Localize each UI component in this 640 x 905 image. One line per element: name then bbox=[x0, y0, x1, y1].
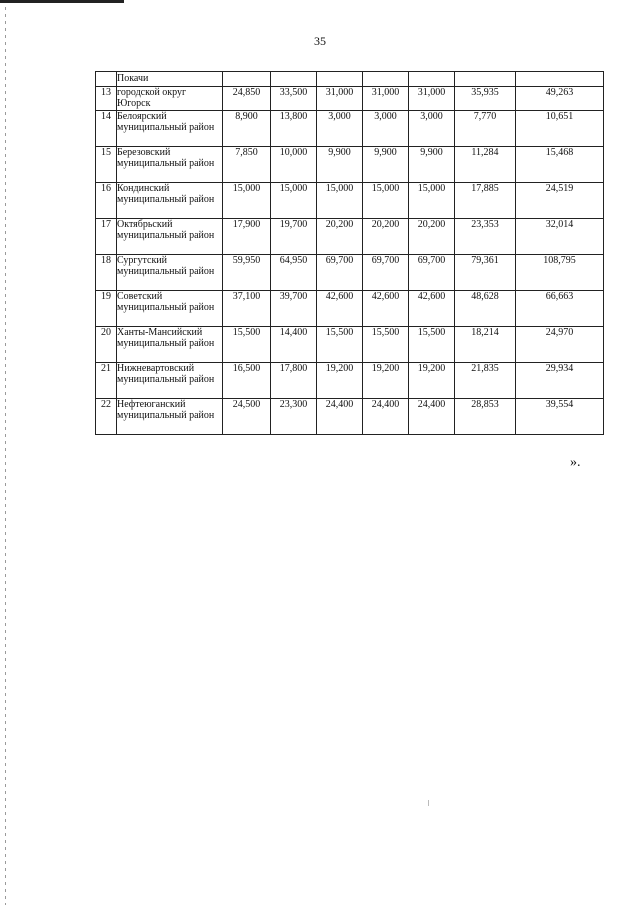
table-cell-district-name: Нижневартовский муниципальный район bbox=[117, 363, 223, 399]
table-cell-district-name: Нефтеюганский муниципальный район bbox=[117, 399, 223, 435]
table-cell-value: 15,468 bbox=[516, 147, 604, 183]
table-cell-value: 19,200 bbox=[317, 363, 363, 399]
table-cell-value: 20,200 bbox=[317, 219, 363, 255]
table-cell-value: 24,519 bbox=[516, 183, 604, 219]
table-cell-value: 15,000 bbox=[223, 183, 271, 219]
table-cell-value: 3,000 bbox=[363, 111, 409, 147]
table-cell-value: 3,000 bbox=[409, 111, 455, 147]
table-cell-value: 19,200 bbox=[409, 363, 455, 399]
table-cell-value: 24,850 bbox=[223, 87, 271, 111]
table-cell-value: 79,361 bbox=[455, 255, 516, 291]
table-row bbox=[96, 399, 604, 435]
table-cell-value: 23,300 bbox=[271, 399, 317, 435]
table-row bbox=[96, 327, 604, 363]
table-cell-value: 15,000 bbox=[363, 183, 409, 219]
table-cell-value: 10,651 bbox=[516, 111, 604, 147]
table-cell-value: 64,950 bbox=[271, 255, 317, 291]
table-cell-value: 31,000 bbox=[409, 87, 455, 111]
table-cell-value: 31,000 bbox=[363, 87, 409, 111]
table-cell bbox=[409, 72, 455, 87]
table-row bbox=[96, 147, 604, 183]
table-cell-value: 13,800 bbox=[271, 111, 317, 147]
table-cell-value: 42,600 bbox=[317, 291, 363, 327]
table-cell-value: 29,934 bbox=[516, 363, 604, 399]
page-number: 35 bbox=[314, 34, 326, 48]
scan-top-mark bbox=[0, 0, 124, 3]
table-cell-value: 31,000 bbox=[317, 87, 363, 111]
table-cell-value: 15,500 bbox=[363, 327, 409, 363]
table-cell-value: 9,900 bbox=[363, 147, 409, 183]
table-cell-row-number: 22 bbox=[96, 399, 117, 435]
table-cell-name: Покачи bbox=[117, 72, 223, 87]
table-cell-value: 15,500 bbox=[317, 327, 363, 363]
table-cell-value: 18,214 bbox=[455, 327, 516, 363]
table-cell-district-name: Ханты-Мансийский муниципальный район bbox=[117, 327, 223, 363]
table-cell bbox=[271, 72, 317, 87]
table-cell-row-number: 17 bbox=[96, 219, 117, 255]
table-cell-value: 35,935 bbox=[455, 87, 516, 111]
table-cell-value: 24,400 bbox=[317, 399, 363, 435]
table-cell-value: 32,014 bbox=[516, 219, 604, 255]
table-cell bbox=[363, 72, 409, 87]
table-cell-value: 49,263 bbox=[516, 87, 604, 111]
table-cell-value: 9,900 bbox=[317, 147, 363, 183]
table-cell bbox=[516, 72, 604, 87]
scan-speck bbox=[428, 800, 429, 806]
table-cell-row-number: 18 bbox=[96, 255, 117, 291]
table-cell-district-name: Советский муниципальный район bbox=[117, 291, 223, 327]
table-cell-value: 69,700 bbox=[317, 255, 363, 291]
table-cell-value: 9,900 bbox=[409, 147, 455, 183]
table-cell-value: 7,850 bbox=[223, 147, 271, 183]
table-cell-value: 42,600 bbox=[409, 291, 455, 327]
table-cell-value: 15,500 bbox=[409, 327, 455, 363]
table-cell-row-number: 21 bbox=[96, 363, 117, 399]
table-cell-value: 69,700 bbox=[409, 255, 455, 291]
table-cell-row-number: 14 bbox=[96, 111, 117, 147]
table-cell-row-number: 20 bbox=[96, 327, 117, 363]
table-cell-value: 39,700 bbox=[271, 291, 317, 327]
table-cell-value: 48,628 bbox=[455, 291, 516, 327]
table-cell-value: 20,200 bbox=[409, 219, 455, 255]
table-cell bbox=[317, 72, 363, 87]
table-cell-value: 24,500 bbox=[223, 399, 271, 435]
table-cell-district-name: Кондинский муниципальный район bbox=[117, 183, 223, 219]
table-cell-value: 15,000 bbox=[409, 183, 455, 219]
table-cell-value: 69,700 bbox=[363, 255, 409, 291]
table-cell-value: 24,400 bbox=[409, 399, 455, 435]
closing-quote: ». bbox=[570, 455, 581, 470]
table-cell-value: 20,200 bbox=[363, 219, 409, 255]
table-cell-value: 17,800 bbox=[271, 363, 317, 399]
table-cell-value: 42,600 bbox=[363, 291, 409, 327]
table-cell-value: 24,400 bbox=[363, 399, 409, 435]
table-cell-district-name: Октябрьский муниципальный район bbox=[117, 219, 223, 255]
table-row bbox=[96, 183, 604, 219]
table-cell-value: 23,353 bbox=[455, 219, 516, 255]
table-row bbox=[96, 363, 604, 399]
table-cell-district-name: Белоярский муниципальный район bbox=[117, 111, 223, 147]
table-cell-value: 66,663 bbox=[516, 291, 604, 327]
table-cell-value: 37,100 bbox=[223, 291, 271, 327]
table-cell-value: 28,853 bbox=[455, 399, 516, 435]
table-cell-district-name: Березовский муниципальный район bbox=[117, 147, 223, 183]
table-cell-value: 15,000 bbox=[271, 183, 317, 219]
table-cell-row-number: 13 bbox=[96, 87, 117, 111]
table-cell-value: 3,000 bbox=[317, 111, 363, 147]
table-cell-value: 16,500 bbox=[223, 363, 271, 399]
table-cell-value: 7,770 bbox=[455, 111, 516, 147]
table-row bbox=[96, 255, 604, 291]
table-cell-row-number: 19 bbox=[96, 291, 117, 327]
table-cell-value: 59,950 bbox=[223, 255, 271, 291]
table-row bbox=[96, 219, 604, 255]
table-cell-district-name: городской округ Югорск bbox=[117, 87, 223, 111]
table-cell-value: 14,400 bbox=[271, 327, 317, 363]
table-cell-value: 19,200 bbox=[363, 363, 409, 399]
table-cell-row-number: 15 bbox=[96, 147, 117, 183]
table-row bbox=[96, 111, 604, 147]
table-cell-value: 33,500 bbox=[271, 87, 317, 111]
table-cell-value: 8,900 bbox=[223, 111, 271, 147]
budget-table bbox=[95, 71, 604, 435]
table-cell-value: 15,000 bbox=[317, 183, 363, 219]
table-cell-value: 15,500 bbox=[223, 327, 271, 363]
table-cell-value: 17,885 bbox=[455, 183, 516, 219]
table-cell bbox=[455, 72, 516, 87]
table-cell-value: 108,795 bbox=[516, 255, 604, 291]
table-cell bbox=[223, 72, 271, 87]
table-cell-value: 17,900 bbox=[223, 219, 271, 255]
table-cell-district-name: Сургутский муниципальный район bbox=[117, 255, 223, 291]
table-row bbox=[96, 87, 604, 111]
table-cell-value: 10,000 bbox=[271, 147, 317, 183]
table-row bbox=[96, 291, 604, 327]
scan-edge bbox=[5, 0, 6, 905]
table-cell-row-number: 16 bbox=[96, 183, 117, 219]
table-row-top bbox=[96, 72, 604, 87]
table-cell bbox=[96, 72, 117, 87]
table-cell-value: 39,554 bbox=[516, 399, 604, 435]
table-cell-value: 21,835 bbox=[455, 363, 516, 399]
table-cell-value: 11,284 bbox=[455, 147, 516, 183]
table-cell-value: 19,700 bbox=[271, 219, 317, 255]
table-cell-value: 24,970 bbox=[516, 327, 604, 363]
